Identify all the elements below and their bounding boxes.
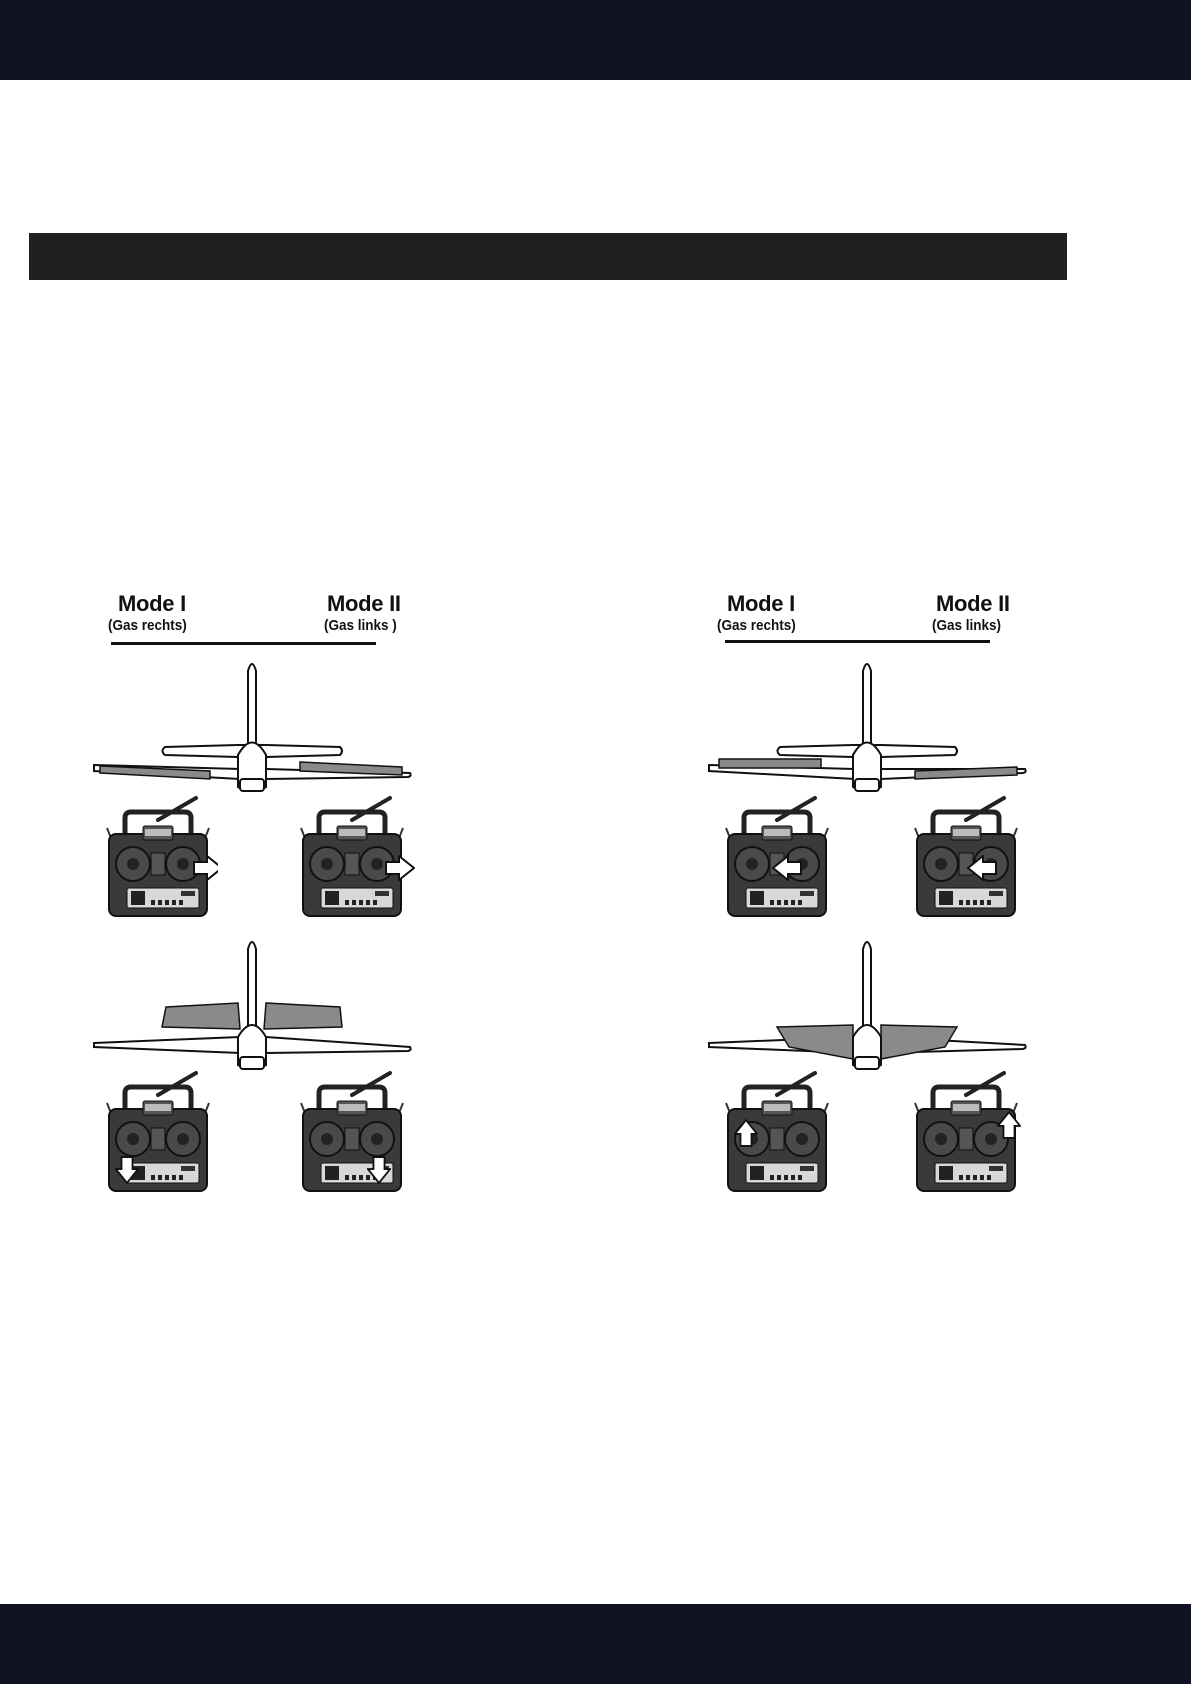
airplane-elevator-left-figure bbox=[90, 937, 415, 1077]
mode-rule-right bbox=[725, 640, 990, 643]
transmitter-mode1-elevator-left bbox=[103, 1068, 218, 1203]
mode-1-title-right: Mode I bbox=[727, 591, 795, 616]
mode-2-sub-right: (Gas links) bbox=[932, 617, 1002, 634]
airplane-aileron-left-figure bbox=[90, 655, 415, 795]
transmitter-mode2-aileron-right bbox=[911, 793, 1026, 928]
mode-2-title-right: Mode II bbox=[936, 591, 1010, 616]
transmitter-mode2-aileron-left bbox=[297, 793, 417, 928]
header-bar bbox=[0, 0, 1191, 80]
section-heading-bar bbox=[29, 233, 1067, 280]
transmitter-mode1-aileron-right bbox=[722, 793, 837, 928]
transmitter-mode1-elevator-right bbox=[722, 1068, 837, 1203]
airplane-aileron-right-figure bbox=[705, 655, 1030, 795]
mode-2-title-left: Mode II bbox=[327, 591, 401, 616]
mode-2-sub-left: (Gas links ) bbox=[324, 617, 397, 634]
transmitter-mode2-elevator-left bbox=[297, 1068, 412, 1203]
footer-bar bbox=[0, 1604, 1191, 1684]
mode-rule-left bbox=[111, 642, 376, 645]
mode-1-sub-left: (Gas rechts) bbox=[108, 617, 187, 634]
transmitter-mode2-elevator-right bbox=[911, 1068, 1026, 1203]
airplane-elevator-right-figure bbox=[705, 937, 1030, 1077]
transmitter-mode1-aileron-left bbox=[103, 793, 218, 928]
mode-1-sub-right: (Gas rechts) bbox=[717, 617, 796, 634]
mode-1-title-left: Mode I bbox=[118, 591, 186, 616]
